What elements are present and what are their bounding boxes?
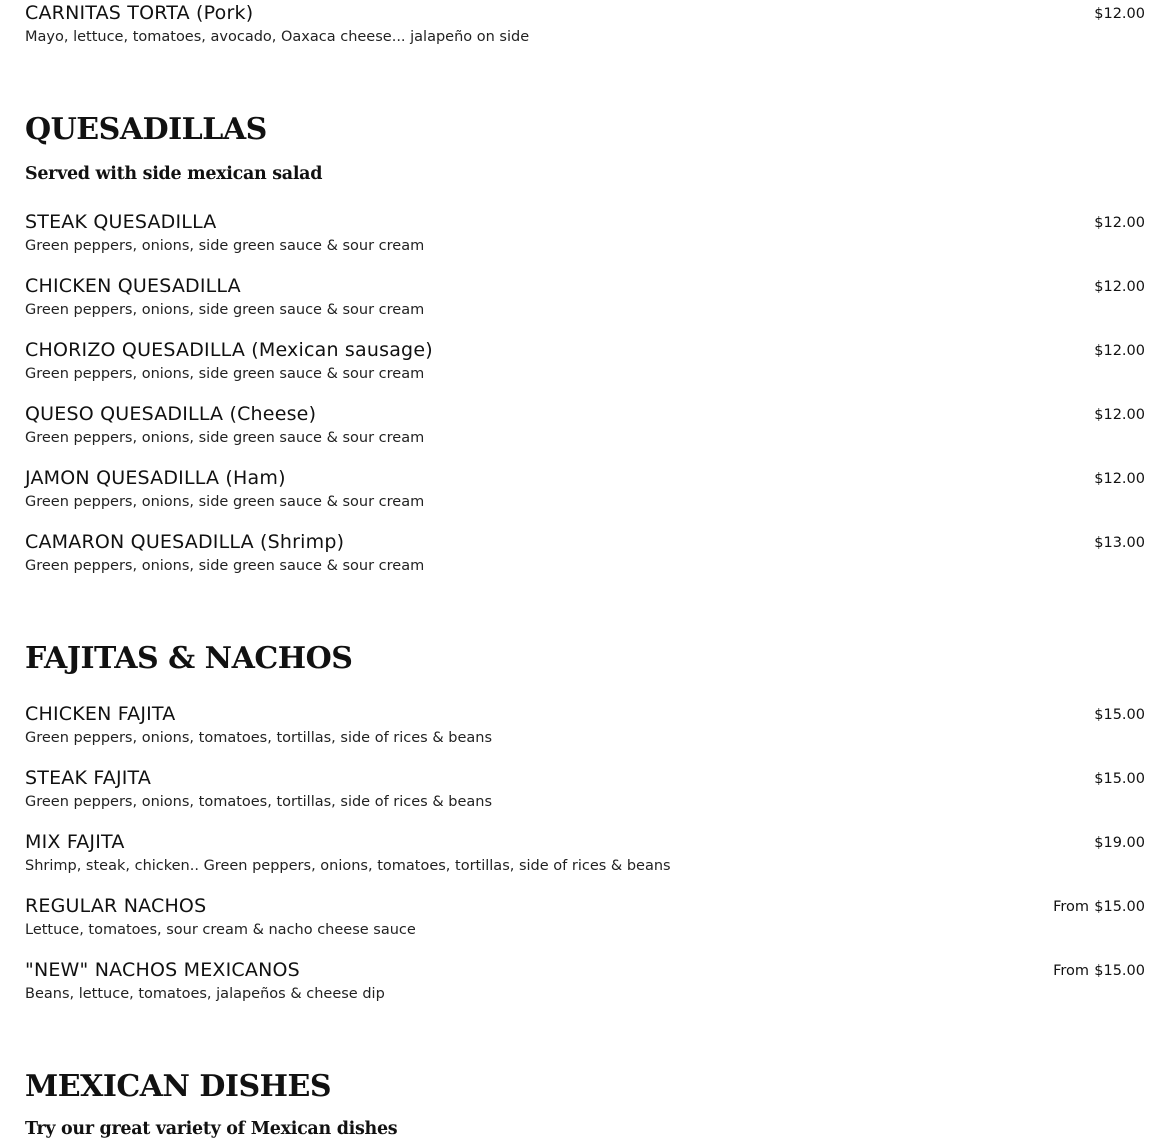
menu-item-name: MIX FAJITA	[25, 831, 125, 853]
menu-item-description: Shrimp, steak, chicken.. Green peppers, onions, tomatoes, tortillas, side of rices & beans	[25, 858, 671, 874]
menu-item-price: $12.00	[1094, 215, 1145, 231]
menu-item	[25, 465, 1145, 529]
menu-item-description: Lettuce, tomatoes, sour cream & nacho cheese sauce	[25, 922, 416, 938]
menu-item	[25, 701, 1145, 765]
menu-item-name: STEAK QUESADILLA	[25, 211, 217, 233]
menu-item-price: $12.00	[1094, 6, 1145, 22]
menu-item-name: REGULAR NACHOS	[25, 895, 207, 917]
menu-item-price: $19.00	[1094, 835, 1145, 851]
menu-item-price: $12.00	[1094, 407, 1145, 423]
menu-item	[25, 829, 1145, 893]
menu-item	[25, 957, 1145, 1021]
menu-item-price-prefix: From	[1053, 963, 1089, 979]
menu-item-name: QUESO QUESADILLA (Cheese)	[25, 403, 317, 425]
menu-item-description: Green peppers, onions, side green sauce & sour cream	[25, 238, 425, 254]
menu-item-name: CHICKEN QUESADILLA	[25, 275, 241, 297]
menu-item-price: $15.00	[1094, 771, 1145, 787]
menu-item-description: Green peppers, onions, tomatoes, tortillas, side of rices & beans	[25, 730, 493, 746]
menu-item-description: Mayo, lettuce, tomatoes, avocado, Oaxaca cheese... jalapeño on side	[25, 29, 530, 45]
menu-item	[25, 765, 1145, 829]
section-subtitle: Try our great variety of Mexican dishes	[25, 1119, 398, 1139]
menu-item-price: $12.00	[1094, 471, 1145, 487]
menu-item-name: CHORIZO QUESADILLA (Mexican sausage)	[25, 339, 433, 361]
menu-item	[25, 401, 1145, 465]
menu-item	[25, 273, 1145, 337]
menu-item-name: CARNITAS TORTA (Pork)	[25, 2, 254, 24]
menu-item-description: Green peppers, onions, side green sauce & sour cream	[25, 302, 425, 318]
menu-item-price: $15.00	[1094, 707, 1145, 723]
quesadillas-list	[25, 209, 1145, 593]
menu-item	[25, 337, 1145, 401]
section-title: MEXICAN DISHES	[25, 1069, 331, 1104]
menu-item-name: STEAK FAJITA	[25, 767, 152, 789]
menu-item	[25, 209, 1145, 273]
menu-item-name: "NEW" NACHOS MEXICANOS	[25, 959, 300, 981]
menu-item-description: Green peppers, onions, side green sauce & sour cream	[25, 558, 425, 574]
menu-item-price: $13.00	[1094, 535, 1145, 551]
menu-item	[25, 529, 1145, 593]
menu-item-name: JAMON QUESADILLA (Ham)	[25, 467, 286, 489]
section-title: QUESADILLAS	[25, 112, 267, 147]
menu-item-description: Green peppers, onions, side green sauce & sour cream	[25, 494, 425, 510]
menu-item-description: Green peppers, onions, side green sauce & sour cream	[25, 430, 425, 446]
menu-item-price: $15.00	[1094, 899, 1145, 915]
section-title: FAJITAS & NACHOS	[25, 641, 353, 676]
menu-item-description: Green peppers, onions, side green sauce & sour cream	[25, 366, 425, 382]
section-subtitle: Served with side mexican salad	[25, 164, 323, 184]
menu-item-description: Beans, lettuce, tomatoes, jalapeños & cheese dip	[25, 986, 385, 1002]
menu-section-tortas-tail	[25, 0, 1145, 64]
menu-item-price: $12.00	[1094, 343, 1145, 359]
menu-item	[25, 893, 1145, 957]
menu-item-price-prefix: From	[1053, 899, 1089, 915]
menu-item-name: CHICKEN FAJITA	[25, 703, 176, 725]
menu-item-price: $15.00	[1094, 963, 1145, 979]
menu-item-description: Green peppers, onions, tomatoes, tortillas, side of rices & beans	[25, 794, 493, 810]
menu-item-name: CAMARON QUESADILLA (Shrimp)	[25, 531, 345, 553]
menu-item-price: $12.00	[1094, 279, 1145, 295]
fajitas-list	[25, 701, 1145, 1021]
menu-item	[25, 0, 1145, 64]
